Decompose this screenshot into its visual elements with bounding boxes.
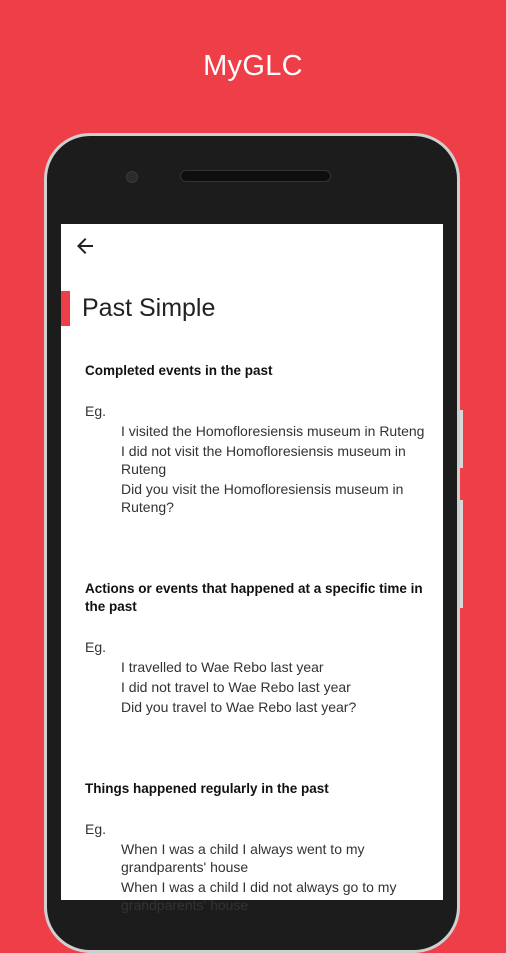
- section-heading: Actions or events that happened at a specific time in the past: [85, 581, 423, 614]
- lesson-content: [85, 362, 425, 914]
- example-sentence: Did you visit the Homofloresiensis museum in Ruteng?: [121, 481, 404, 515]
- section-heading: Things happened regularly in the past: [85, 781, 329, 796]
- example-sentence: I travelled to Wae Rebo last year: [121, 659, 324, 675]
- camera-icon: [126, 171, 138, 183]
- back-button[interactable]: [73, 234, 97, 258]
- page-title: Past Simple: [82, 294, 216, 322]
- app-screen: [61, 224, 443, 913]
- eg-label: Eg.: [85, 821, 107, 837]
- example-list: [85, 840, 425, 914]
- example-list: [85, 658, 425, 716]
- example-sentence: I did not visit the Homofloresiensis museum in Ruteng: [121, 443, 406, 477]
- example-sentence: When I was a child I always went to my grandparents' house: [121, 841, 365, 875]
- lesson-section: [85, 580, 425, 716]
- eg-label: Eg.: [85, 403, 107, 419]
- speaker-grille: [180, 170, 331, 182]
- lesson-section: [85, 362, 425, 516]
- example-sentence: I visited the Homofloresiensis museum in Ruteng: [121, 423, 425, 439]
- example-sentence: Did you travel to Wae Rebo last year?: [121, 699, 357, 715]
- section-heading: Completed events in the past: [85, 363, 273, 378]
- example-sentence: I did not travel to Wae Rebo last year: [121, 679, 351, 695]
- example-sentence: When I was a child I did not always go to my grandparents' house: [121, 879, 397, 913]
- eg-label: Eg.: [85, 639, 107, 655]
- volume-button: [460, 410, 463, 468]
- example-list: [85, 422, 425, 516]
- title-accent-bar: [61, 291, 70, 326]
- arrow-left-icon: [73, 234, 97, 258]
- lesson-section: [85, 780, 425, 914]
- app-title: MyGLC: [203, 50, 303, 82]
- power-button: [460, 500, 463, 608]
